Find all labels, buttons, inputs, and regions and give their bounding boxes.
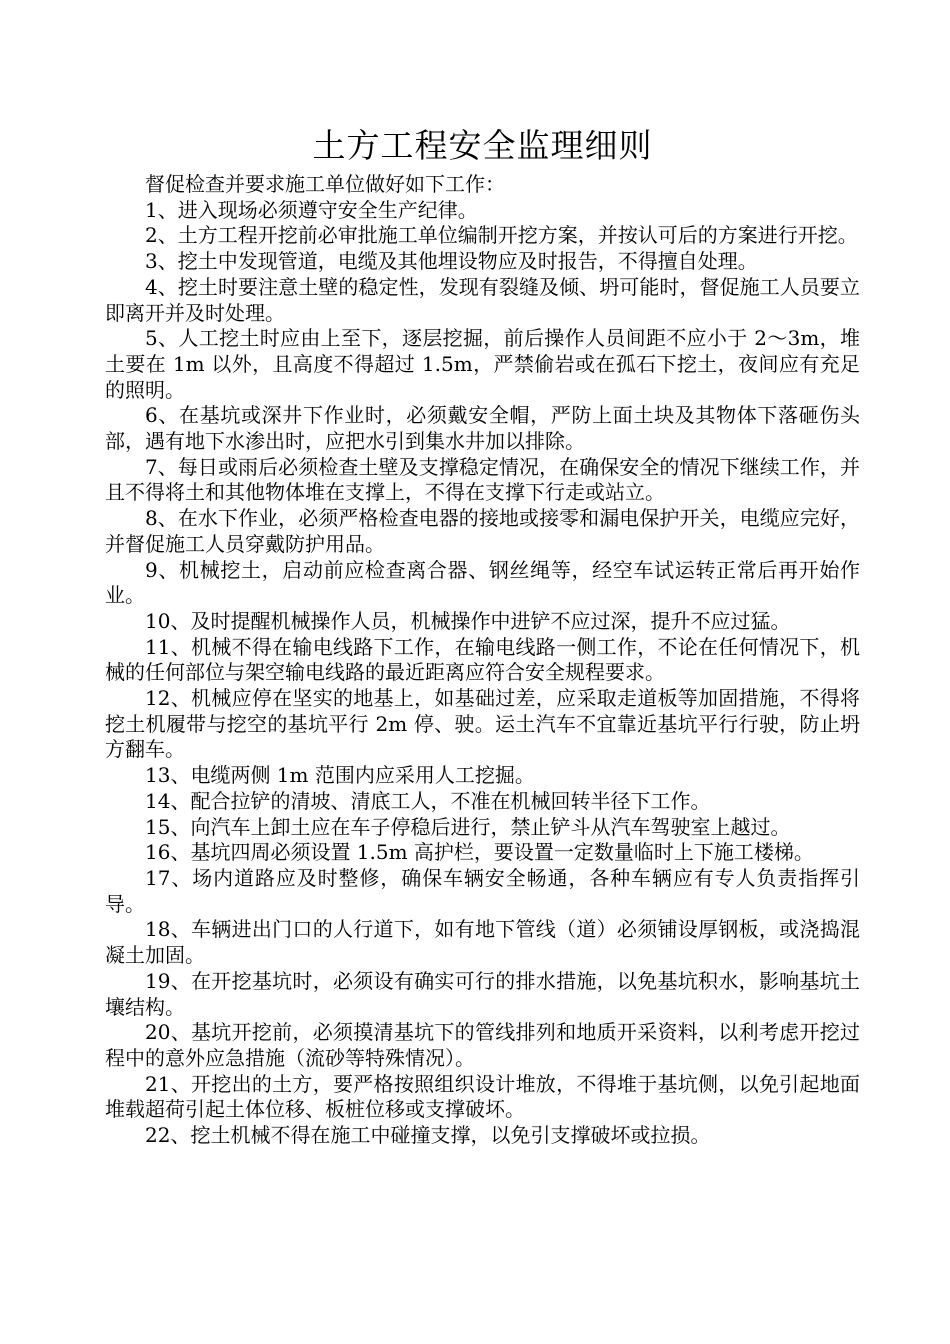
list-item: 17、场内道路应及时整修，确保车辆安全畅通，各种车辆应有专人负责指挥引导。 — [105, 865, 860, 916]
list-item: 14、配合拉铲的清坡、清底工人，不准在机械回转半径下工作。 — [145, 788, 711, 813]
list-item: 9、机械挖土，启动前应检查离合器、钢丝绳等，经空车试运转正常后再开始作业。 — [105, 557, 860, 608]
list-item: 19、在开挖基坑时，必须设有确实可行的排水措施，以免基坑积水，影响基坑土壤结构。 — [105, 968, 860, 1019]
list-item: 2、土方工程开挖前必审批施工单位编制开挖方案，并按认可后的方案进行开挖。 — [145, 223, 858, 248]
list-item: 8、在水下作业，必须严格检查电器的接地或接零和漏电保护开关，电缆应完好，并督促施工人员穿戴防护用品。 — [105, 506, 860, 556]
list-item: 10、及时提醒机械操作人员，机械操作中进铲不应过深，提升不应过猛。 — [145, 608, 791, 633]
document-page — [105, 120, 860, 1149]
document-title: 土方工程安全监理细则 — [312, 126, 653, 165]
list-item: 3、挖土中发现管道，电缆及其他埋设物应及时报告，不得擅自处理。 — [145, 249, 758, 274]
list-item: 18、车辆进出门口的人行道下，如有地下管线（道）必须铺设厚钢板，或浇捣混凝土加固。 — [105, 917, 860, 968]
list-item: 13、电缆两侧 1m 范围内应采用人工挖掘。 — [145, 763, 535, 788]
list-item: 11、机械不得在输电线路下工作，在输电线路一侧工作，不论在任何情况下，机械的任何部位与架空输电线路的最近距离应符合安全规程要求。 — [105, 634, 860, 685]
list-item: 22、挖土机械不得在施工中碰撞支撑，以免引支撑破坏或拉损。 — [145, 1123, 711, 1148]
list-item: 20、基坑开挖前，必须摸清基坑下的管线排列和地质开采资料，以利考虑开挖过程中的意外应急措施（流砂等特殊情况）。 — [105, 1020, 860, 1070]
list-item: 6、在基坑或深井下作业时，必须戴安全帽，严防上面土块及其物体下落砸伤头部，遇有地下水渗出时，应把水引到集水井加以排除。 — [105, 403, 860, 454]
list-item: 15、向汽车上卸土应在车子停稳后进行，禁止铲斗从汽车驾驶室上越过。 — [145, 814, 791, 839]
intro-paragraph: 督促检查并要求施工单位做好如下工作： — [145, 172, 505, 196]
list-item: 21、开挖出的土方，要严格按照组织设计堆放，不得堆于基坑侧，以免引起地面堆载超荷引起土体位移、板桩位移或支撑破坏。 — [105, 1071, 860, 1122]
list-item: 4、挖土时要注意土壁的稳定性，发现有裂缝及倾、坍可能时，督促施工人员要立即离开并及时处理。 — [105, 274, 860, 325]
list-item: 7、每日或雨后必须检查土壁及支撑稳定情况，在确保安全的情况下继续工作，并且不得将土和其他物体堆在支撑上，不得在支撑下行走或站立。 — [105, 454, 860, 505]
list-item: 5、人工挖土时应由上至下，逐层挖掘，前后操作人员间距不应小于 2～3m，堆土要在 1m 以外，且高度不得超过 1.5m，严禁偷岩或在孤石下挖土，夜间应有充足的照明。 — [105, 326, 860, 402]
list-item: 16、基坑四周必须设置 1.5m 高护栏，要设置一定数量临时上下施工楼梯。 — [145, 840, 814, 865]
list-item: 12、机械应停在坚实的地基上，如基础过差，应采取走道板等加固措施，不得将挖土机履带与挖空的基坑平行 2m 停、驶。运土汽车不宜靠近基坑平行行驶，防止坍方翻车。 — [105, 686, 860, 762]
document-body — [105, 172, 860, 1149]
list-item: 1、进入现场必须遵守安全生产纪律。 — [145, 197, 478, 222]
